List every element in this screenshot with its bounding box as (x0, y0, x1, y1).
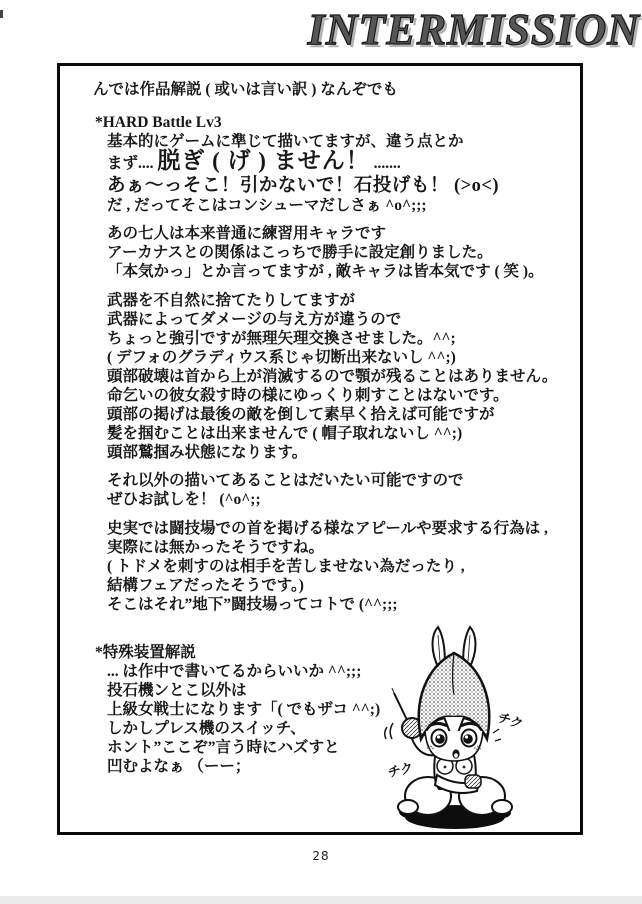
text-segment: ぜひお試しを！ (^o^;; (107, 491, 261, 508)
text-segment: んでは作品解説 ( 或いは言い訳 ) なんぞでも (93, 81, 398, 98)
text-segment: 武器によってダメージの与え方が違うので (107, 311, 402, 328)
text-segment: 髪を掴むことは出来ませんで ( 帽子取れないし ^^;) (107, 425, 463, 442)
text-line (107, 595, 572, 614)
text-segment: 投石機ンとこ以外は (107, 682, 247, 699)
text-line (107, 405, 572, 424)
text-segment: あの七人は本来普通に練習用キャラです (107, 225, 387, 242)
text-segment: 史実では闘技場での首を掲げる様なアピールや要求する行為は , (107, 520, 548, 537)
text-line (107, 243, 572, 262)
text-segment: 頭部破壊は首から上が消滅するので顎が残ることはありません。 (107, 368, 558, 385)
text-segment: アーカナスとの関係はこっちで勝手に設定創りました。 (107, 244, 493, 261)
sfx-tick-lines (493, 729, 501, 741)
text-segment: *特殊装置解説 (95, 644, 196, 661)
text-line (93, 80, 572, 99)
sfx-chiku-right: チク (496, 709, 525, 732)
text-segment: まず.... (107, 155, 158, 172)
paragraph (93, 519, 572, 614)
text-segment: ( トドメを刺すのは相手を苦しませない為だったり , (107, 558, 465, 575)
text-segment: 命乞いの彼女殺す時の様にゆっくり刺すことはないです。 (107, 387, 509, 404)
text-segment: *HARD Battle Lv3 (95, 114, 222, 131)
text-segment: 頭部鷲掴み状態になります。 (107, 444, 308, 461)
text-segment: 「本気かっ」とか言ってますが , 敵キャラは皆本気です ( 笑 )。 (107, 263, 544, 280)
text-segment: ....... (369, 155, 401, 172)
text-segment: ( デフォのグラディウス系じゃ切断出来ないし ^^;) (107, 349, 456, 366)
page-number: 28 (312, 849, 330, 863)
text-line (107, 367, 572, 386)
text-segment: あぁ～っそこ！引かないで！石投げも！ (>o<) (107, 176, 500, 196)
text-line (107, 386, 572, 405)
text-segment: 基本的にゲームに準じて描いてますが、違う点とか (107, 133, 464, 150)
text-segment: ... は作中で書いてるからいいか ^^;;; (107, 663, 362, 680)
text-line (107, 329, 572, 348)
text-line (107, 148, 572, 173)
text-line (107, 310, 572, 329)
paragraph (93, 291, 572, 462)
text-segment: ちょっと強引ですが無理矢理交換させました。^^; (107, 330, 456, 347)
text-line (107, 538, 572, 557)
text-segment: 脱ぎ ( げ ) ません！ (157, 148, 370, 173)
scan-edge-shading (0, 896, 642, 904)
text-line (107, 262, 572, 281)
text-segment: 武器を不自然に捨てたりしてますが (107, 292, 356, 309)
paragraph (93, 177, 572, 215)
text-line (107, 576, 572, 595)
text-line (107, 348, 572, 367)
text-line (107, 224, 572, 243)
text-line (107, 424, 572, 443)
text-line (107, 443, 572, 462)
text-line (95, 113, 572, 132)
paragraph (93, 471, 572, 509)
helmet (419, 653, 489, 743)
scan-artifact (0, 10, 3, 18)
text-segment: 結構フェアだったそうです。) (107, 577, 304, 594)
text-segment: しかしプレス機のスイッチ、 (107, 720, 306, 737)
text-segment: 凹むよなぁ （ーー； (107, 758, 251, 775)
text-line (107, 177, 572, 196)
text-segment: 実際には無かったそうですね。 (107, 539, 325, 556)
text-segment: 頭部の掲げは最後の敵を倒して素早く拾えば可能ですが (107, 406, 495, 423)
sfx-chiku-left: チク (386, 759, 415, 780)
text-line (107, 490, 572, 509)
text-segment: そこはそれ”地下”闘技場ってコトで (^^;;; (107, 596, 398, 613)
text-line (107, 291, 572, 310)
paragraph (93, 224, 572, 281)
text-line (107, 196, 572, 215)
chibi-warrior-illustration (381, 625, 527, 831)
intermission-title: INTERMISSION (307, 5, 640, 54)
paragraph (93, 113, 572, 173)
paragraph (93, 80, 572, 99)
text-line (107, 519, 572, 538)
text-segment: ホント”ここぞ”言う時にハズすと (107, 739, 340, 756)
text-segment: 上級女戦士になります「( でもザコ ^^;) (107, 701, 381, 718)
text-line (107, 471, 572, 490)
text-line (107, 557, 572, 576)
text-segment: だ , だってそこはコンシューマだしさぁ ^o^;;; (107, 197, 427, 214)
commentary-box (57, 63, 583, 835)
text-segment: それ以外の描いてあることはだいたい可能ですので (107, 472, 464, 489)
